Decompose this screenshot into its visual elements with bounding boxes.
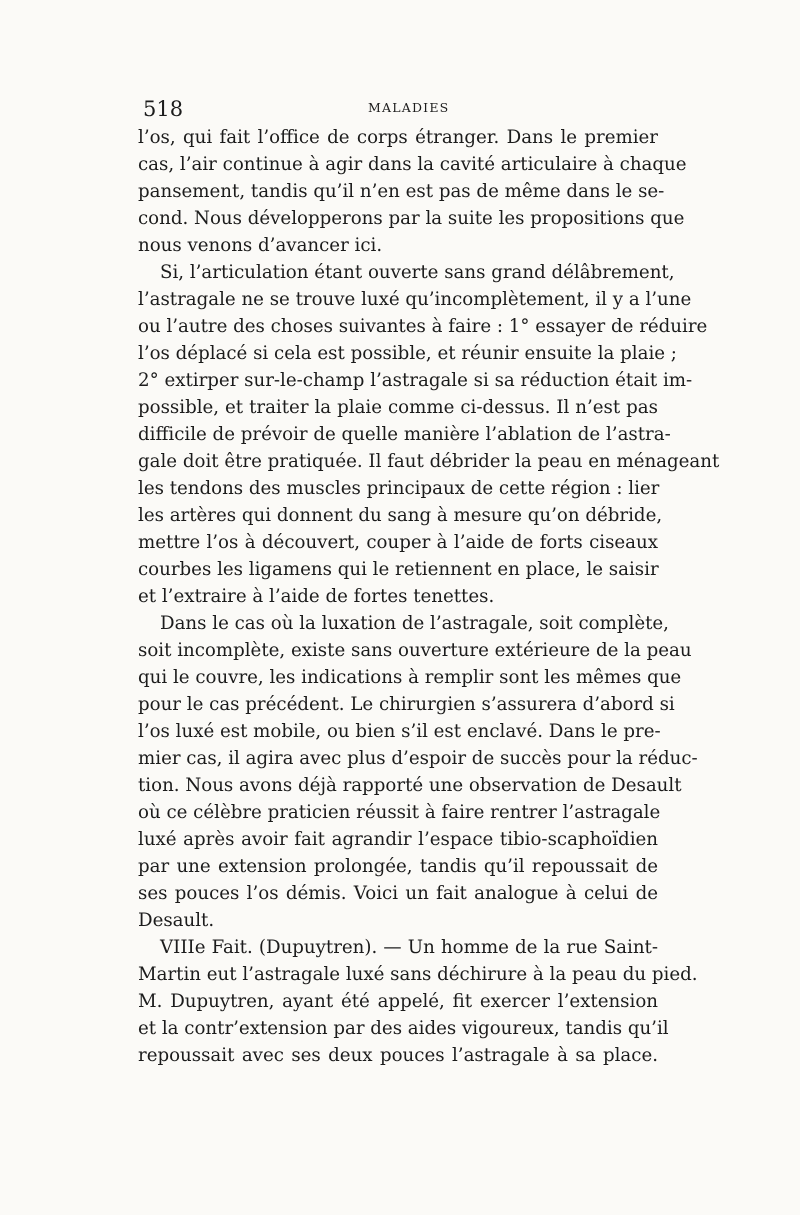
text-line: l’os luxé est mobile, ou bien s’il est enclavé. Dans le pre- xyxy=(138,721,661,742)
text-line: et l’extraire à l’aide de fortes tenettes. xyxy=(138,586,495,607)
text-line: qui le couvre, les indications à remplir sont les mêmes que xyxy=(138,667,682,688)
text-line: l’os déplacé si cela est possible, et réunir ensuite la plaie ; xyxy=(138,343,677,364)
text-line: gale doit être pratiquée. Il faut débrider la peau en ménageant xyxy=(138,451,720,472)
text-line: mier cas, il agira avec plus d’espoir de succès pour la réduc- xyxy=(138,748,698,769)
text-line: Desault. xyxy=(138,910,215,931)
text-line: difficile de prévoir de quelle manière l’ablation de l’astra- xyxy=(138,424,671,445)
text-line: nous venons d’avancer ici. xyxy=(138,235,383,256)
text-line: cas, l’air continue à agir dans la cavité articulaire à chaque xyxy=(138,154,687,175)
text-line: mettre l’os à découvert, couper à l’aide de forts ciseaux xyxy=(138,532,658,553)
text-line: les tendons des muscles principaux de cette région : lier xyxy=(138,478,660,499)
text-line: courbes les ligamens qui le retiennent en place, le saisir xyxy=(138,559,659,580)
paragraph-start: Si, l’articulation étant ouverte sans grand délâbrement, xyxy=(160,262,675,283)
text-line: pansement, tandis qu’il n’en est pas de même dans le se- xyxy=(138,181,665,202)
page-header xyxy=(143,96,658,124)
running-head: MALADIES xyxy=(368,100,450,115)
text-line: repoussait avec ses deux pouces l’astragale à sa place. xyxy=(138,1045,658,1066)
text-line: ou l’autre des choses suivantes à faire : 1° essayer de réduire xyxy=(138,316,708,337)
page-number: 518 xyxy=(143,97,184,121)
text-line: pour le cas précédent. Le chirurgien s’assurera d’abord si xyxy=(138,694,675,715)
text-line: luxé après avoir fait agrandir l’espace tibio-scaphoïdien xyxy=(138,829,658,850)
paragraph-start: VIIIe Fait. (Dupuytren). — Un homme de la rue Saint- xyxy=(160,937,658,958)
text-line: tion. Nous avons déjà rapporté une observation de Desault xyxy=(138,775,682,796)
text-line: par une extension prolongée, tandis qu’il repoussait de xyxy=(138,856,658,877)
paragraph-start: Dans le cas où la luxation de l’astragale, soit complète, xyxy=(160,613,669,634)
text-line: où ce célèbre praticien réussit à faire rentrer l’astragale xyxy=(138,802,661,823)
text-line: et la contr’extension par des aides vigoureux, tandis qu’il xyxy=(138,1018,669,1039)
text-line: soit incomplète, existe sans ouverture extérieure de la peau xyxy=(138,640,692,661)
text-line: M. Dupuytren, ayant été appelé, fit exercer l’extension xyxy=(138,991,658,1012)
body-text xyxy=(138,124,720,1069)
text-line: Martin eut l’astragale luxé sans déchirure à la peau du pied. xyxy=(138,964,698,985)
text-line: cond. Nous développerons par la suite les propositions que xyxy=(138,208,685,229)
text-line: les artères qui donnent du sang à mesure qu’on débride, xyxy=(138,505,663,526)
text-line: possible, et traiter la plaie comme ci-dessus. Il n’est pas xyxy=(138,397,658,418)
text-line: l’os, qui fait l’office de corps étranger. Dans le premier xyxy=(138,127,658,148)
text-line: l’astragale ne se trouve luxé qu’incomplètement, il y a l’une xyxy=(138,289,692,310)
text-line: 2° extirper sur-le-champ l’astragale si sa réduction était im- xyxy=(138,370,693,391)
text-line: ses pouces l’os démis. Voici un fait analogue à celui de xyxy=(138,883,658,904)
